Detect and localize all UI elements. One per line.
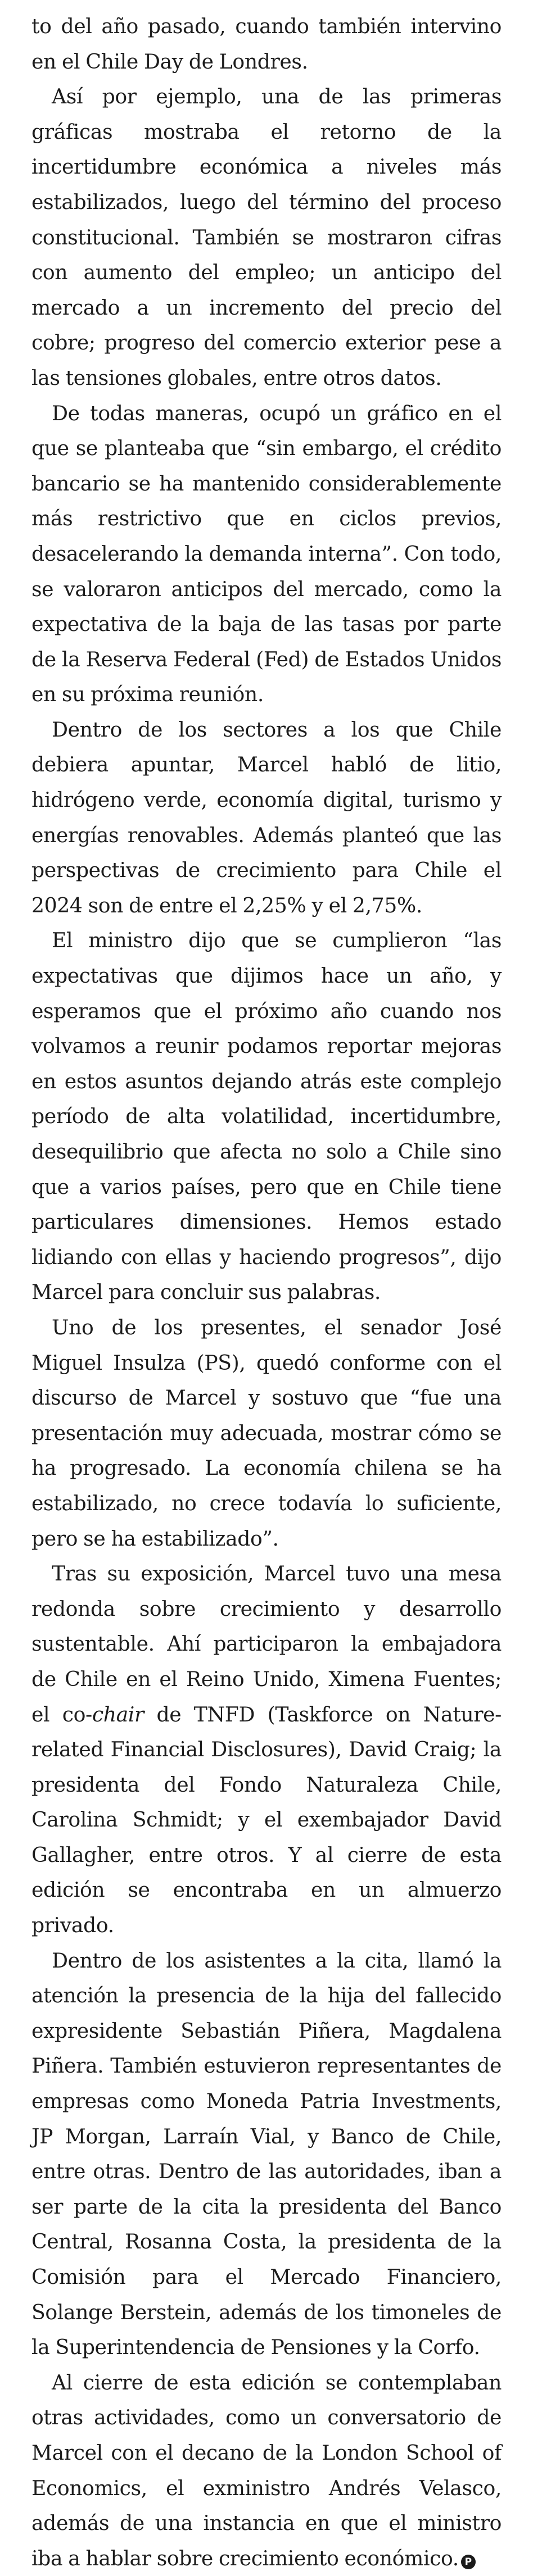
paragraph-text: to del año pasado, cuando también intervino en el Chile Day de Londres. bbox=[31, 14, 502, 74]
paragraph-continued bbox=[31, 9, 502, 79]
paragraph-text: De todas maneras, ocupó un gráfico en el que se planteaba que “sin embargo, el crédito bancario se ha mantenido considerablemente más restrictivo que en ciclos previos, desacelerando la demanda interna”. Con todo, se valoraron anticipos del mercado, como la expectativa de la baja de las tasas por parte de la Reserva Federal (Fed) de Estados Unidos en su próxima reunión. bbox=[31, 401, 502, 707]
paragraph-text: Uno de los presentes, el senador José Miguel Insulza (PS), quedó conforme con el discurso de Marcel y sostuvo que “fue una presentación muy adecuada, mostrar cómo se ha progresado. La economía chilena se ha estabilizado, no crece todavía lo suficiente, pero se ha estabilizado”. bbox=[31, 1315, 502, 1551]
paragraph-closing bbox=[31, 2365, 502, 2576]
paragraph-round-table bbox=[31, 1556, 502, 1943]
paragraph-italic-term: chair bbox=[92, 1702, 144, 1727]
paragraph-text: Tras su exposición, Marcel tuvo una mesa redonda sobre crecimiento y desarrollo sustentable. Ahí participaron la embajadora de Chile en el Reino Unido, Ximena Fuentes; el co- bbox=[31, 1561, 502, 1727]
paragraph-text: Dentro de los asistentes a la cita, llamó la atención la presencia de la hija del fallecido expresidente Sebastián Piñera, Magdalena Piñera. También estuvieron representantes de empresas como Moneda Patria Investments, JP Morgan, Larraín Vial, y Banco de Chile, entre otras. Dentro de las autoridades, iban a ser parte de la cita la presidenta del Banco Central, Rosanna Costa, la presidenta de la Comisión para el Mercado Financiero, Solange Berstein, además de los timoneles de la Superintendencia de Pensiones y la Corfo. bbox=[31, 1948, 502, 2360]
paragraph-text: Dentro de los sectores a los que Chile debiera apuntar, Marcel habló de litio, hidrógeno verde, economía digital, turismo y energías renovables. Además planteó que las perspectivas de crecimiento para Chile el 2024 son de entre el 2,25% y el 2,75%. bbox=[31, 717, 502, 917]
paragraph-attendees bbox=[31, 1943, 502, 2365]
paragraph-text: Así por ejemplo, una de las primeras gráficas mostraba el retorno de la incertidumbre económica a niveles más estabilizados, luego del término del proceso constitucional. También se mostraron cifras con aumento del empleo; un anticipo del mercado a un incremento del precio del cobre; progreso del comercio exterior pese a las tensiones globales, entre otros datos. bbox=[31, 84, 502, 390]
paragraph-minister-quote bbox=[31, 923, 502, 1310]
paragraph-sectors bbox=[31, 712, 502, 924]
paragraph-text: Al cierre de esta edición se contemplaban otras actividades, como un conversatorio de Marcel con el decano de la London School of Economics, el exministro Andrés Velasco, además de una instancia en que el ministro iba a hablar sobre crecimiento económico. bbox=[31, 2370, 502, 2570]
end-of-article-icon: P bbox=[461, 2555, 476, 2569]
paragraph-economic-charts bbox=[31, 79, 502, 396]
paragraph-insulza bbox=[31, 1310, 502, 1556]
paragraph-text: El ministro dijo que se cumplieron “las expectativas que dijimos hace un año, y esperamos que el próximo año cuando nos volvamos a reunir podamos reportar mejoras en estos asuntos dejando atrás este complejo período de alta volatilidad, incertidumbre, desequilibrio que afecta no solo a Chile sino que a varios países, pero que en Chile tiene particulares dimensiones. Hemos estado lidiando con ellas y haciendo progresos”, dijo Marcel para concluir sus palabras. bbox=[31, 928, 502, 1305]
paragraph-bank-credit bbox=[31, 396, 502, 712]
paragraph-text: de TNFD (Taskforce on Nature-related Financial Disclosures), David Craig; la presidenta del Fondo Naturaleza Chile, Carolina Schmidt; y el exembajador David Gallagher, entre otros. Y al cierre de esta edición se encontraba en un almuerzo privado. bbox=[31, 1702, 502, 1938]
